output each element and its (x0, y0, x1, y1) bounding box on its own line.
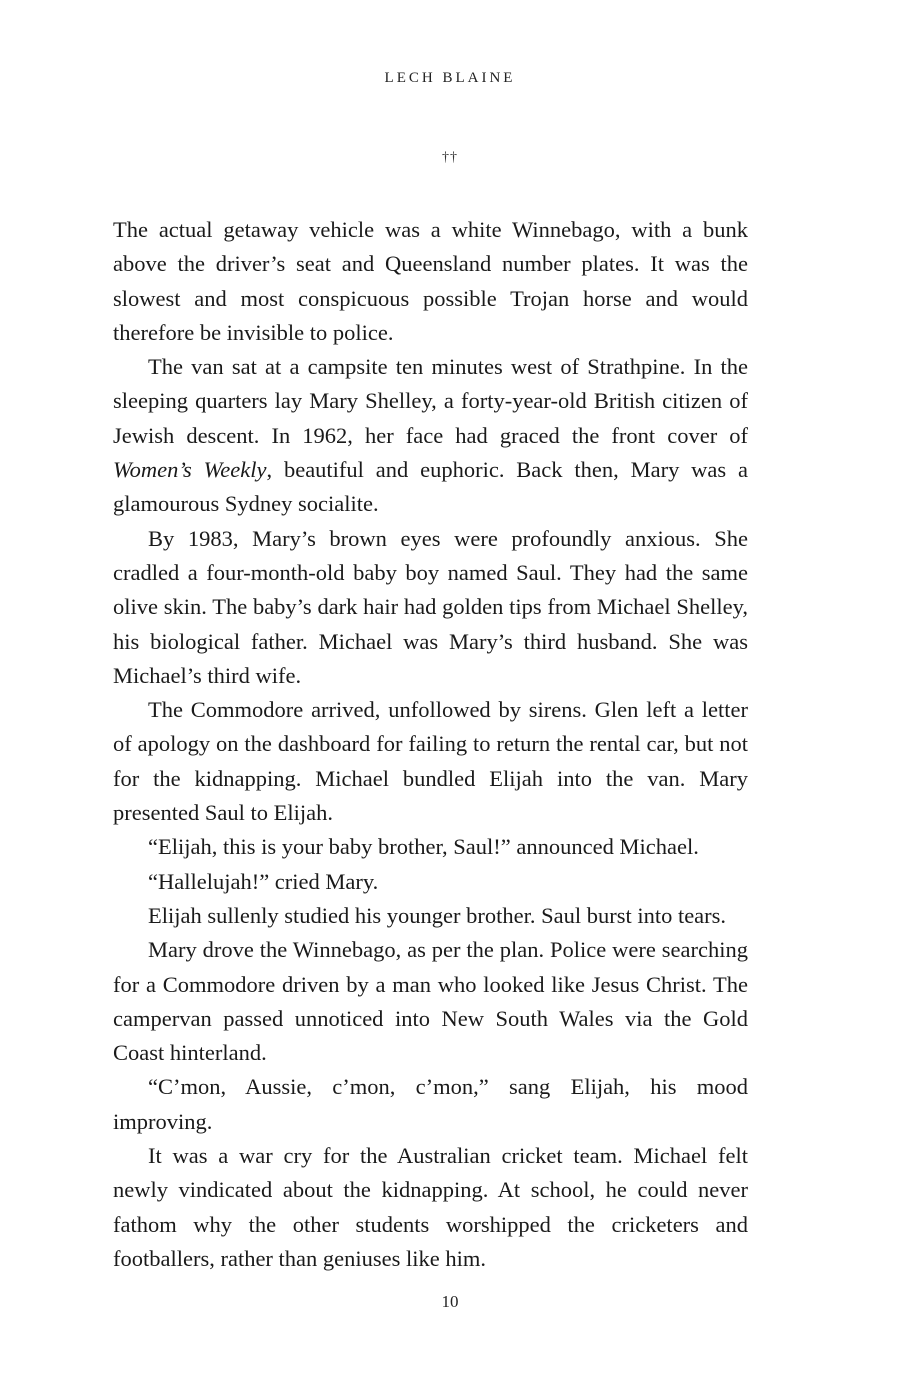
magazine-title: Women’s Weekly (113, 457, 267, 483)
paragraph-text: , beautiful and euphoric. Back then, Mary was a glamourous Sydney socialite. (113, 457, 748, 517)
paragraph: It was a war cry for the Australian cricket team. Michael felt newly vindicated about the kidnapping. At school, he could never fathom why the other students worshipped the cricketers and footballers, rather than geniuses like him. (113, 1143, 748, 1271)
paragraph: The Commodore arrived, unfollowed by sirens. Glen left a letter of apology on the dashboard for failing to return the rental car, but not for the kidnapping. Michael bundled Elijah into the van. Mary presented Saul to Elijah. (113, 697, 748, 826)
paragraph: Mary drove the Winnebago, as per the plan. Police were searching for a Commodore driven by a man who looked like Jesus Christ. The campervan passed unnoticed into New South Wales via the Gold Coast hinterland. (113, 937, 748, 1066)
paragraph (113, 350, 748, 521)
body-text (113, 213, 748, 1276)
paragraph: The actual getaway vehicle was a white Winnebago, with a bunk above the driver’s seat and Queensland number plates. It was the slowest and most conspicuous possible Trojan horse and would therefore be invisible to police. (113, 217, 748, 345)
running-head: LECH BLAINE (384, 70, 516, 86)
paragraph: “Elijah, this is your baby brother, Saul!” announced Michael. (148, 834, 699, 860)
section-break-ornament: †† (442, 150, 458, 165)
page-number: 10 (441, 1292, 459, 1311)
paragraph: By 1983, Mary’s brown eyes were profoundly anxious. She cradled a four-month-old baby boy named Saul. They had the same olive skin. The baby’s dark hair had golden tips from Michael Shelley, his biological father. Michael was Mary’s third husband. She was Michael’s third wife. (113, 525, 748, 688)
paragraph: “Hallelujah!” cried Mary. (148, 868, 379, 894)
paragraph: Elijah sullenly studied his younger brother. Saul burst into tears. (148, 902, 727, 928)
paragraph: “C’mon, Aussie, c’mon, c’mon,” sang Elijah, his mood improving. (113, 1074, 748, 1134)
paragraph-text: The van sat at a campsite ten minutes west of Strathpine. In the sleeping quarters lay Mary Shelley, a forty-year-old British citizen of Jewish descent. In 1962, her face had graced the front cover of (113, 354, 748, 448)
